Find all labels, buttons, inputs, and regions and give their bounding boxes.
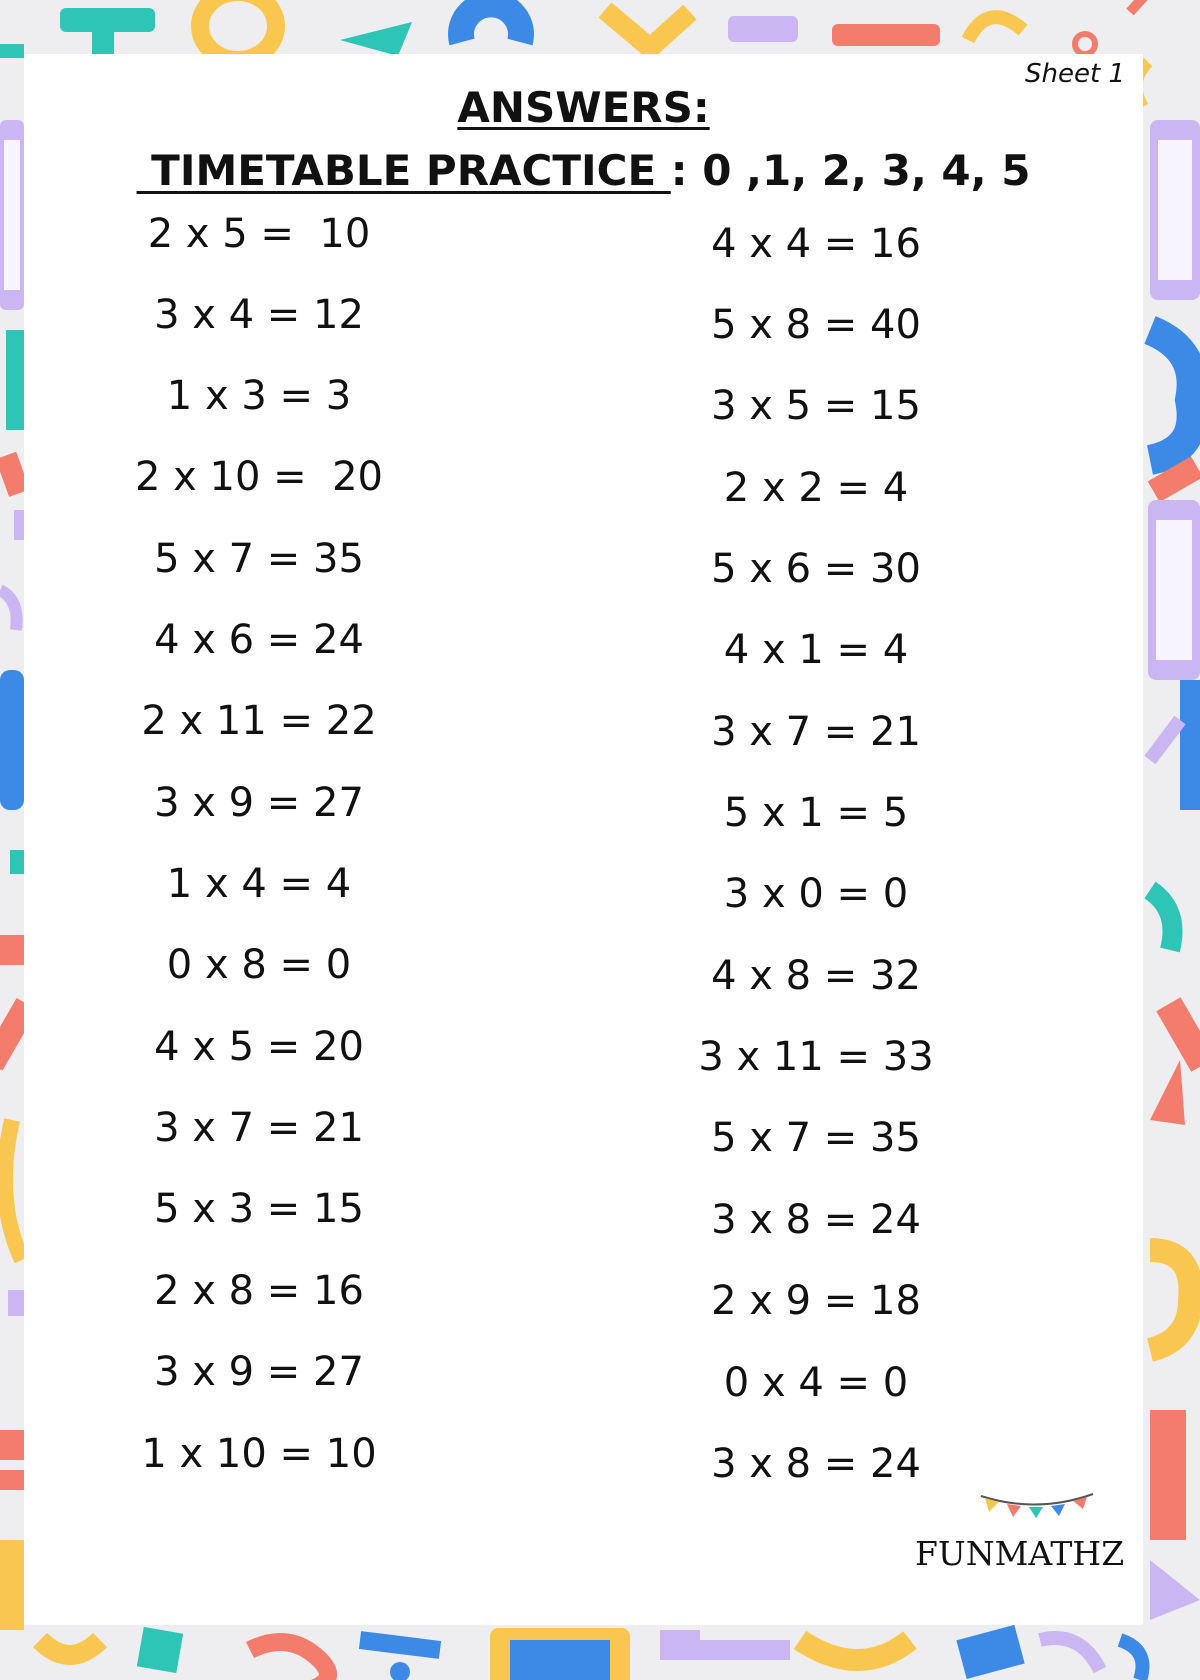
equation-left-5: 5 x 7 = 35 — [154, 536, 364, 582]
equation-right-4: 2 x 2 = 4 — [723, 465, 909, 511]
equation-left-15: 3 x 9 = 27 — [154, 1349, 364, 1395]
equation-left-8: 3 x 9 = 27 — [154, 780, 364, 826]
equation-right-5: 5 x 6 = 30 — [711, 546, 921, 592]
equation-left-6: 4 x 6 = 24 — [154, 617, 364, 663]
equation-right-11: 3 x 11 = 33 — [698, 1034, 934, 1080]
page-title-text: ANSWERS: — [457, 83, 710, 132]
equation-left-12: 3 x 7 = 21 — [154, 1105, 364, 1151]
equation-left-3: 1 x 3 = 3 — [166, 373, 352, 419]
equation-right-8: 5 x 1 = 5 — [723, 790, 909, 836]
funmathz-logo — [915, 1488, 1125, 1608]
equation-left-4: 2 x 10 = 20 — [134, 454, 383, 500]
equation-left-14: 2 x 8 = 16 — [154, 1268, 364, 1314]
equation-right-16: 3 x 8 = 24 — [711, 1441, 921, 1487]
logo-text: FUNMATHZ — [915, 1534, 1125, 1573]
equation-right-9: 3 x 0 = 0 — [723, 871, 909, 917]
worksheet-page — [24, 54, 1143, 1625]
equation-left-9: 1 x 4 = 4 — [166, 861, 352, 907]
equation-left-1: 2 x 5 = 10 — [147, 211, 371, 257]
equation-left-10: 0 x 8 = 0 — [166, 942, 352, 988]
equation-right-10: 4 x 8 = 32 — [711, 953, 921, 999]
equation-left-2: 3 x 4 = 12 — [154, 292, 364, 338]
equation-right-3: 3 x 5 = 15 — [711, 383, 921, 429]
equation-right-6: 4 x 1 = 4 — [723, 627, 909, 673]
page-subtitle — [24, 146, 1143, 196]
equation-right-14: 2 x 9 = 18 — [711, 1278, 921, 1324]
equation-right-2: 5 x 8 = 40 — [711, 302, 921, 348]
equation-left-16: 1 x 10 = 10 — [141, 1431, 377, 1477]
equation-left-11: 4 x 5 = 20 — [154, 1024, 364, 1070]
equation-right-7: 3 x 7 = 21 — [711, 709, 921, 755]
page-title — [24, 84, 1143, 132]
equation-left-7: 2 x 11 = 22 — [141, 698, 377, 744]
subtitle-underlined: TIMETABLE PRACTICE — [136, 146, 671, 195]
sheet-label: Sheet 1 — [1025, 59, 1125, 89]
equation-right-12: 5 x 7 = 35 — [711, 1115, 921, 1161]
subtitle-rest: : 0 ,1, 2, 3, 4, 5 — [670, 146, 1031, 195]
bunting-icon — [977, 1488, 1097, 1528]
equation-right-1: 4 x 4 = 16 — [711, 221, 921, 267]
equation-left-13: 5 x 3 = 15 — [154, 1186, 364, 1232]
equation-right-15: 0 x 4 = 0 — [723, 1360, 909, 1406]
equation-right-13: 3 x 8 = 24 — [711, 1197, 921, 1243]
